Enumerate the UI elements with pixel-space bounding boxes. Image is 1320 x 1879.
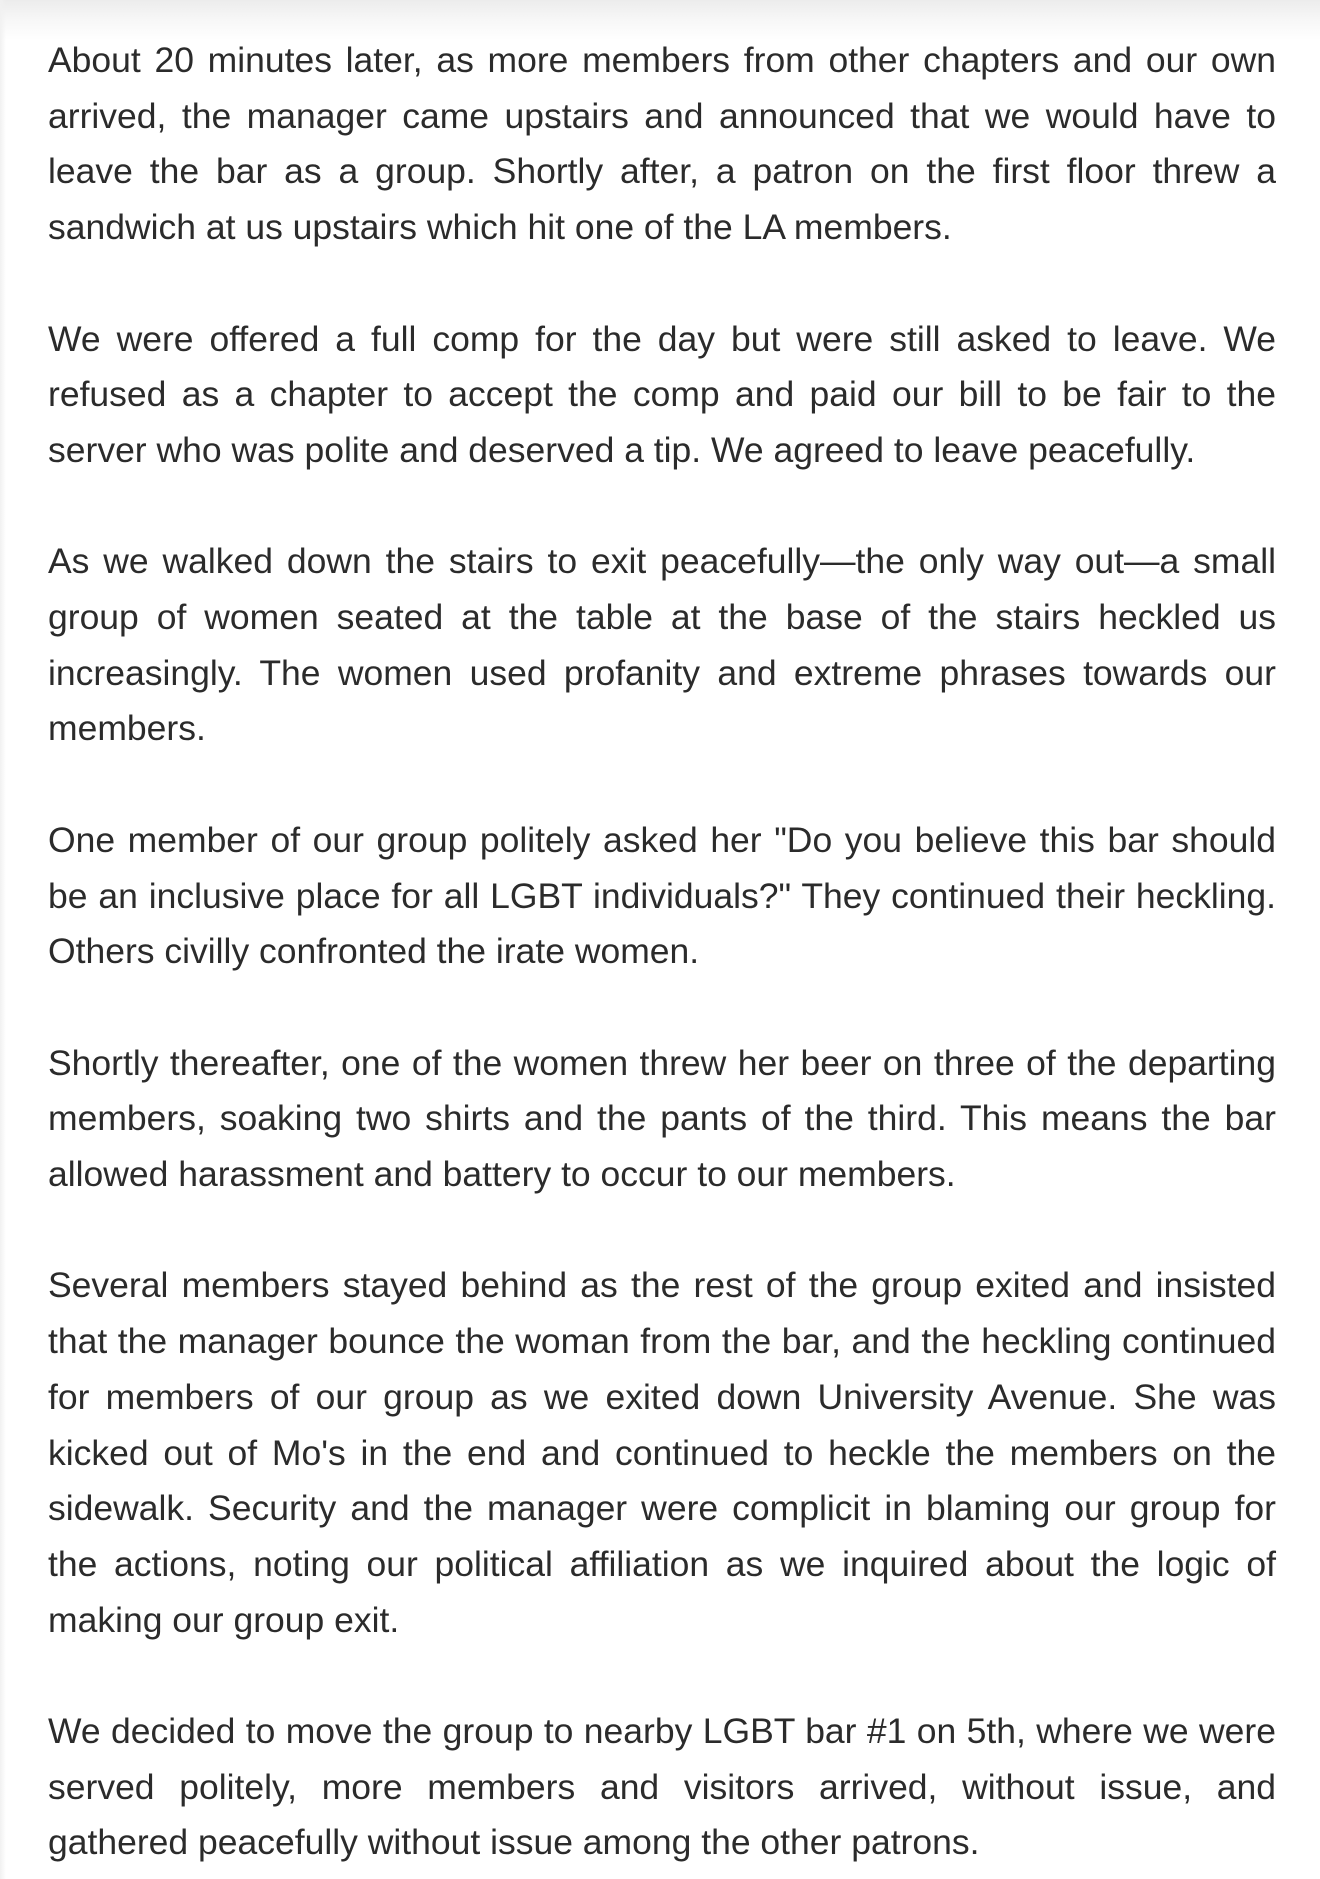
left-edge-shadow bbox=[0, 0, 6, 1879]
paragraph-2: We were offered a full comp for the day but were still asked to leave. We refused as a chapter to accept the comp and paid our bill to be fair to the server who was polite and deserved a tip. We agreed to leave peacefully. bbox=[48, 318, 1276, 470]
paragraph-3: As we walked down the stairs to exit peacefully—the only way out—a small group of women seated at the table at the base of the stairs heckled us increasingly. The women used profanity and extreme phrases towards our members. bbox=[48, 541, 1276, 749]
paragraph-4: One member of our group politely asked her "Do you believe this bar should be an inclusive place for all LGBT individuals?" They continued their heckling. Others civilly confronted the irate women. bbox=[48, 819, 1276, 972]
paragraph-1: About 20 minutes later, as more members from other chapters and our own arrived, the manager came upstairs and announced that we would have to leave the bar as a group. Shortly after, a patron on the first floor threw a sandwich at us upstairs which hit one of the LA members. bbox=[48, 40, 1276, 248]
paragraph-6: Several members stayed behind as the rest of the group exited and insisted that the manager bounce the woman from the bar, and the heckling continued for members of our group as we exited down University Avenue. She was kicked out of Mo's in the end and continued to heckle the members on the sidewalk. Security and the manager were complicit in blaming our group for the actions, noting our political affiliation as we inquired about the logic of making our group exit. bbox=[48, 1265, 1276, 1640]
paragraph-7: We decided to move the group to nearby LGBT bar #1 on 5th, where we were served politely, more members and visitors arrived, without issue, and gathered peacefully without issue among the other patrons. bbox=[48, 1711, 1276, 1863]
document-body bbox=[48, 33, 1276, 1871]
paragraph-5: Shortly thereafter, one of the women threw her beer on three of the departing members, soaking two shirts and the pants of the third. This means the bar allowed harassment and battery to occur to our members. bbox=[48, 1042, 1276, 1194]
